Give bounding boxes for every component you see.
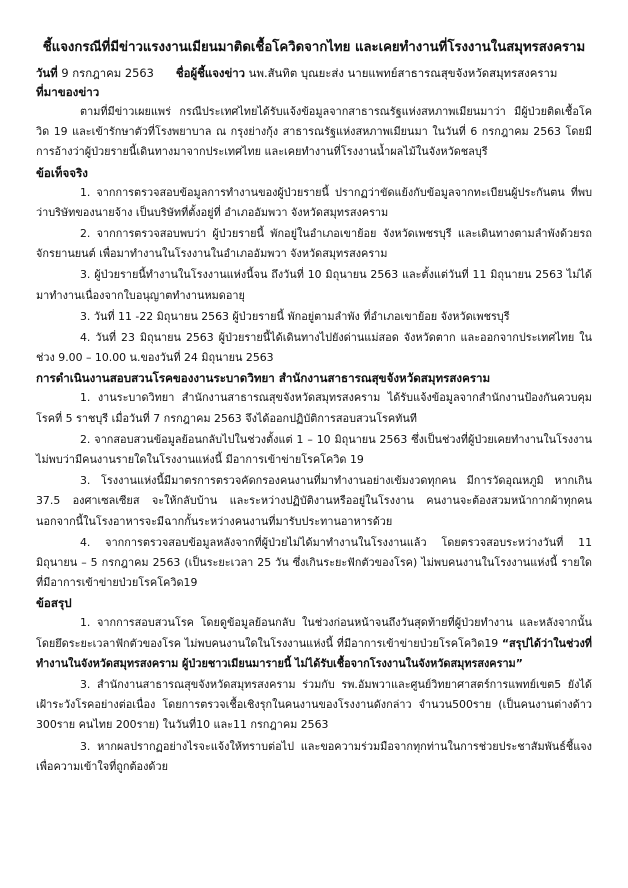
paragraph: 3. วันที่ 11 -22 มิถุนายน 2563 ผู้ป่วยรายนี้ พักอยู่ตามลำพัง ที่อำเภอเขาย้อย จังหวัดเพชรบุรี — [80, 309, 510, 323]
paragraph: 2. จากการตรวจสอบพบว่า ผู้ป่วยรายนี้ พักอยู่ในอำเภอเขาย้อย จังหวัดเพชรบุรี และเดินทางตามลำพังด้วยรถจักรยานยนต์ เพื่อมาทำงานในโรงงานในอำเภออัมพวา จังหวัดสมุทรสงคราม — [36, 227, 592, 261]
explainer-label: ชื่อผู้ชี้แจงข่าว — [175, 66, 246, 80]
explainer-value: นพ.สันทิต บุณยะส่ง นายแพทย์สาธารณสุขจังหวัดสมุทรสงคราม — [248, 66, 558, 80]
conclusion-text: 1. จากการสอบสวนโรค โดยดูข้อมูลย้อนกลับ ในช่วงก่อนหน้าจนถึงวันสุดท้ายที่ผู้ป่วยทำงาน และหลังจากนั้น โดยยึดระยะเวลาฟักตัวของโรค ไม่พบคนงานใดในโรงงานแห่งนี้ ที่มีอาการเข้าข่ายป่วยโรคโควิด19 — [36, 616, 592, 650]
date-value: 9 กรกฎาคม 2563 — [61, 66, 154, 80]
paragraph: 2. จากสอบสวนข้อมูลย้อนกลับไปในช่วงตั้งแต่ 1 – 10 มิถุนายน 2563 ซึ่งเป็นช่วงที่ผู้ป่วยเคยทำงานในโรงงาน ไม่พบว่ามีคนงานรายใดในโรงงานแห่งนี้ มีอาการเข้าข่ายโรคโควิด 19 — [36, 432, 592, 467]
paragraph: 4. จากการตรวจสอบข้อมูลหลังจากที่ผู้ป่วยไม่ได้มาทำงานในโรงงานแล้ว โดยตรวจสอบระหว่างวันที่ 11 มิถุนายน – 5 กรกฎาคม 2563 (เป็นระยะเวลา 25 วัน ซึ่งเกินระยะฟักตัวของโรค) ไม่พบคนงานในโรงงานแห่งนี้ รายใดที่มีอาการเข้าข่ายป่วยโรคโควิด19 — [36, 535, 592, 590]
paragraph: 3. โรงงานแห่งนี้มีมาตรการตรวจคัดกรองคนงานที่มาทำงานอย่างเข้มงวดทุกคน มีการวัดอุณหภูมิ หากเกิน 37.5 องศาเซลเซียส จะให้กลับบ้าน และระหว่างปฏิบัติงานหรืออยู่ในโรงงาน คนงานจะต้องสวมหน้ากากผ้าทุกคน นอกจากนี้ในโรงอาหารจะมีฉากกั้นระหว่างคนงานที่มารับประทานอาหารด้วย — [36, 474, 592, 528]
document-meta — [36, 64, 592, 83]
section-heading-conclusion: ข้อสรุป — [36, 596, 72, 611]
section-heading-source: ที่มาของข่าว — [36, 85, 100, 99]
paragraph — [36, 613, 592, 674]
paragraph: 3. สำนักงานสาธารณสุขจังหวัดสมุทรสงคราม ร่วมกับ รพ.อัมพวาและศูนย์วิทยาศาสตร์การแพทย์เขต5 ยังได้เฝ้าระวังโรคอย่างต่อเนื่อง โดยการตรวจเชื้อเชิงรุกในคนงานของโรงงานดังกล่าว จำนวน500ราย (เป็นคนงานต่างด้าว 300ราย คนไทย 200ราย) ในวันที่10 และ11 กรกฎาคม 2563 — [36, 678, 592, 732]
section-heading-facts: ข้อเท็จจริง — [36, 165, 88, 180]
paragraph: 1. งานระบาดวิทยา สำนักงานสาธารณสุขจังหวัดสมุทรสงคราม ได้รับแจ้งข้อมูลจากสำนักงานป้องกันควบคุมโรคที่ 5 ราชบุรี เมื่อวันที่ 7 กรกฎาคม 2563 จึงได้ออกปฏิบัติการสอบสวนโรคทันที — [36, 391, 592, 425]
paragraph: ตามที่มีข่าวเผยแพร่ กรณีประเทศไทยได้รับแจ้งข้อมูลจากสาธารณรัฐแห่งสหภาพเมียนมาว่า มีผู้ป่วยติดเชื้อโควิด 19 และเข้ารักษาตัวที่โรงพยาบาล ณ กรุงย่างกุ้ง สาธารณรัฐแห่งสหภาพเมียนมา ในวันที่ 6 กรกฎาคม 2563 โดยมีการอ้างว่าผู้ป่วยรายนี้เดินทางมาจากประเทศไทย และเคยทำงานที่โรงงานน้ำผลไม้ในจังหวัดชลบุรี — [36, 105, 592, 159]
paragraph: 3. ผู้ป่วยรายนี้ทำงานในโรงงานแห่งนี้จน ถึงวันที่ 10 มิถุนายน 2563 และตั้งแต่วันที่ 11 มิถุนายน 2563 ไม่ได้มาทำงานเนื่องจากใบอนุญาตทำงานหมดอายุ — [36, 268, 592, 302]
paragraph: 1. จากการตรวจสอบข้อมูลการทำงานของผู้ป่วยรายนี้ ปรากฏว่าขัดแย้งกับข้อมูลจากทะเบียนผู้ประกันตน ที่พบว่าบริษัทของนายจ้าง เป็นบริษัทที่ตั้งอยู่ที่ อำเภออัมพวา จังหวัดสมุทรสงคราม — [36, 185, 592, 219]
document-title: ชี้แจงกรณีที่มีข่าวแรงงานเมียนมาติดเชื้อโควิดจากไทย และเคยทำงานที่โรงงานในสมุทรสงคราม — [42, 40, 586, 55]
date-label: วันที่ — [36, 66, 58, 80]
paragraph: 3. หากผลปรากฏอย่างไรจะแจ้งให้ทราบต่อไป และขอความร่วมมือจากทุกท่านในการช่วยประชาสัมพันธ์ชี้แจงเพื่อความเข้าใจที่ถูกต้องด้วย — [36, 739, 592, 773]
paragraph: 4. วันที่ 23 มิถุนายน 2563 ผู้ป่วยรายนี้ได้เดินทางไปยังด่านแม่สอด จังหวัดตาก และออกจากประเทศไทย ในช่วง 9.00 – 10.00 น.ของวันที่ 24 มิถุนายน 2563 — [36, 331, 592, 365]
conclusion-bold: “สรุปได้ว่าในช่วงที่ทำงานในจังหวัดสมุทรสงคราม ผู้ป่วยชาวเมียนมารายนี้ ไม่ได้รับเชื้อจากโรงงานในจังหวัดสมุทรสงคราม” — [36, 636, 592, 670]
section-heading-investigation: การดำเนินงานสอบสวนโรคของงานระบาดวิทยา สำนักงานสาธารณสุขจังหวัดสมุทรสงคราม — [36, 371, 491, 386]
